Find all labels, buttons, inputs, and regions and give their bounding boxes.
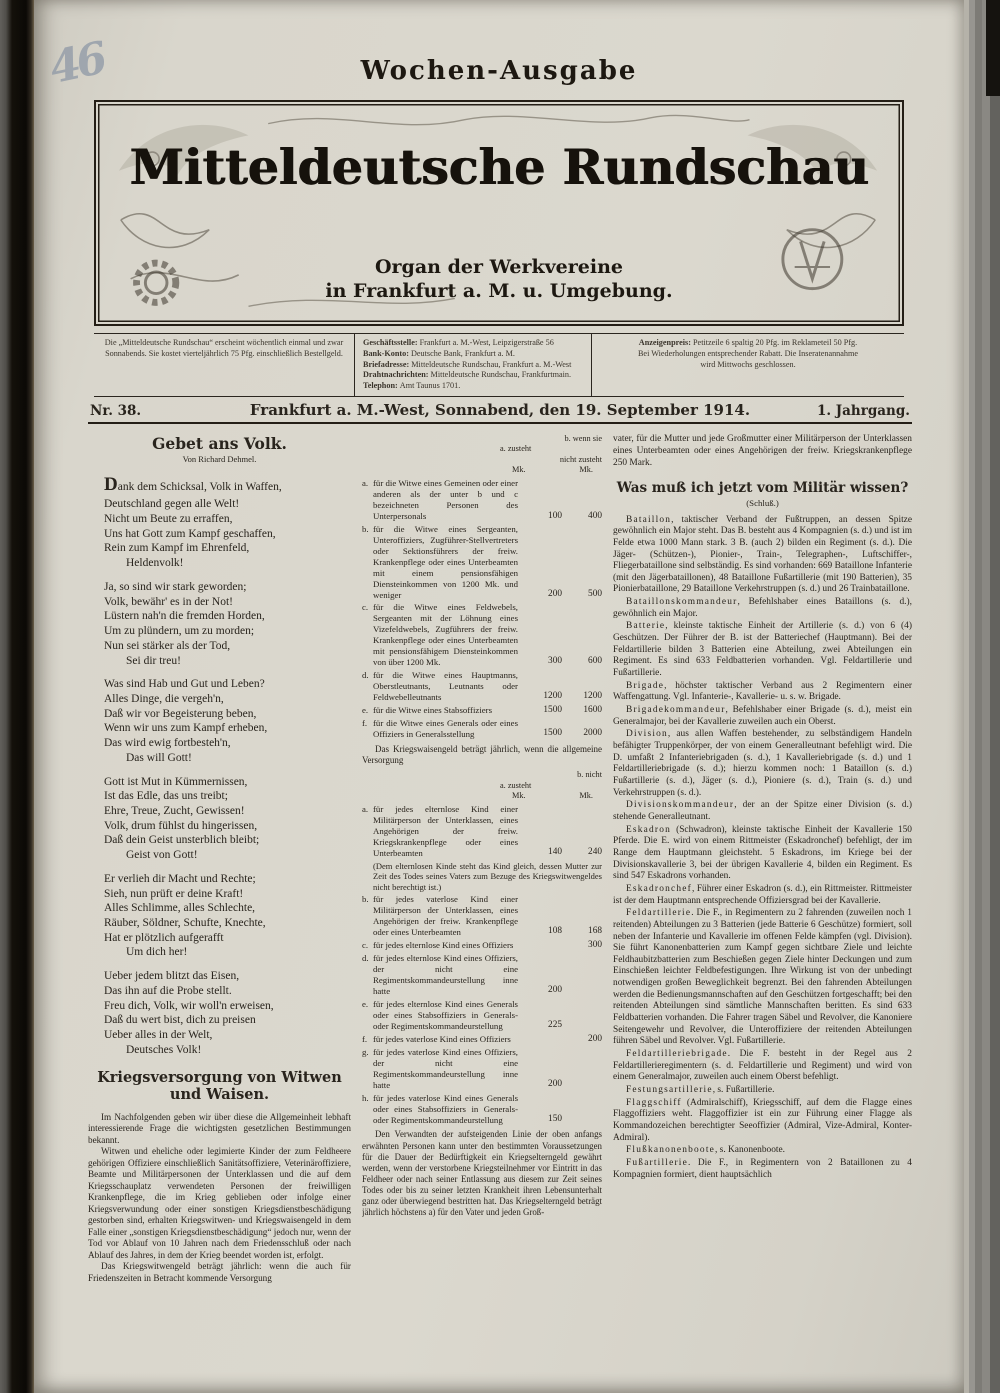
pension-item [362, 894, 602, 938]
header-line: b. nicht [577, 770, 602, 780]
pension-item-text: für die Witwe eines Stabsoffiziers [373, 704, 493, 715]
dateline [88, 398, 912, 424]
poem-stanza [104, 580, 351, 668]
handwritten-page-number: 46 [45, 33, 108, 94]
imprint-box [94, 333, 904, 397]
pension-amount-not-entitled: 300 [588, 939, 602, 950]
pension-item [362, 602, 602, 667]
header-line: nicht zusteht [559, 454, 602, 464]
pension-item [362, 718, 602, 740]
pension-item-key: f. [362, 1033, 368, 1044]
poem-line: Heldenvolk! [126, 557, 184, 570]
definition-paragraph: Fußartillerie. Die F., in Regimentern von 2 Bataillonen zu 4 Kompagnien formiert, dient hauptsächlich [613, 1157, 912, 1180]
pension-item-text: für die Witwe eines Generals oder eines Offiziers in Generalsstellung [373, 718, 518, 739]
definition-term: Eskadron [626, 824, 672, 835]
pension-amount-entitled: 225 [548, 1020, 562, 1031]
imprint-line-label: Geschäftsstelle: [363, 338, 420, 347]
poem-line: Hat er plötzlich aufgerafft [104, 931, 224, 944]
imprint-line-label: Briefadresse: [363, 359, 412, 369]
poem-line: Alles Dinge, die vergeh'n, [104, 692, 224, 705]
pension-item-text: für die Witwe eines Hauptmanns, Oberstleutnants, Leutnants oder Feldwebelleutnants [373, 669, 518, 702]
poem-title: Gebet ans Volk. [152, 434, 287, 453]
poem-stanza [104, 969, 351, 1057]
poem-line: Daß wir vor Begeisterung beben, [104, 707, 257, 720]
poem-line: Uns hat Gott zum Kampf geschaffen, [104, 527, 276, 540]
poem-line: Deutsches Volk! [126, 1043, 202, 1056]
header-units [496, 465, 602, 475]
pension-item [362, 524, 602, 600]
definition-term: Brigadekommandeur [626, 705, 726, 716]
masthead-subtitle-line-1: Organ der Werkvereine [375, 255, 623, 278]
masthead-frame [94, 100, 904, 326]
unit-label: Mk. [512, 791, 526, 801]
orphan-table-header [496, 770, 602, 801]
pension-item-text: für jedes elternlose Kind eines Offiziers [373, 939, 514, 950]
book-binding [0, 0, 34, 1393]
masthead-subtitle [96, 255, 902, 304]
imprint-line: Briefadresse: Mitteldeutsche Rundschau, Frankfurt a. M.-West [363, 359, 572, 369]
military-article-subtitle: (Schluß.) [746, 497, 779, 508]
pension-item-text: für jedes vaterlose Kind einer Militärperson der Unterklassen, eines Angehörigen der freiw. Krankenpflege oder eines Unterbeamten [373, 894, 518, 937]
imprint-office-info [354, 334, 592, 396]
pension-amount-not-entitled: 500 [588, 588, 602, 599]
pension-amount-entitled: 300 [548, 656, 562, 667]
pension-item [362, 953, 602, 997]
imprint-line-label: Telephon: [363, 381, 400, 391]
pension-item-key: c. [362, 939, 369, 950]
definition-paragraph: Division, aus allen Waffen bestehender, zu selbständigem Handeln befähigter Truppenkörper, der von einem Generalleutnant befehligt wird. Die D. umfaßt 2 Infanteriebrigaden (s. d.), 1 Kavalleriebrigade (s. d.) und 1 Feldartilleriebrigade (s. d.); hierzu kommen noch: 1 Bataillon (s. d.) Fußartillerie (s. d.), Jäger (s. d.), Pioniere (s. d.), Train (s. d.) und Verkehrstruppen (s. d.). [613, 729, 912, 798]
newspaper-page [34, 0, 964, 1393]
poem-line: Dank dem Schicksal, Volk in Waffen, [104, 474, 282, 495]
orphan-intro: Das Kriegswaisengeld beträgt jährlich, wenn die allgemeine Versorgung [362, 743, 602, 766]
poem-line: Daß du wert bist, dich zu preisen [104, 1014, 256, 1027]
definition-paragraph: Feldartilleriebrigade. Die F. besteht in der Regel aus 2 Feldartillerieregimentern (s. d. Feldartillerie und Regiment) und wird von einem Generalmajor, zuweilen auch einem Oberst befehligt. [613, 1049, 912, 1083]
pension-item [362, 1093, 602, 1126]
poem-line: Um dich her! [126, 946, 188, 959]
pension-item-key: c. [362, 602, 369, 613]
poem-stanza [104, 775, 351, 863]
pension-item-text: für die Witwe eines Sergeanten, Unteroffiziers, Zugführer-Stellvertreters oder Sektionsführers der freiw. Krankenpflege oder eines Unterbeamten mit einem pensionsfähigen Diensteinkommen von 1200 Mk. und weniger [373, 524, 518, 600]
poem-line: Lüstern nah'n die fremden Horden, [104, 610, 265, 623]
poem-line: Räuber, Söldner, Schufte, Knechte, [104, 917, 266, 929]
pension-item-key: a. [362, 804, 369, 815]
definition-term: Bataillonskommandeur [626, 597, 738, 608]
poem-line: Um zu plündern, um zu morden; [104, 625, 255, 638]
poem-line: Ueber alles in der Welt, [104, 1029, 213, 1042]
pension-amount-not-entitled: 600 [588, 656, 602, 667]
header-line: a. zusteht [500, 780, 532, 790]
poem [88, 473, 351, 1057]
pension-amount-not-entitled: 1200 [583, 691, 602, 702]
pension-item-key: g. [362, 1047, 369, 1058]
poem-stanza [104, 473, 351, 571]
imprint-line: Drahtnachrichten: Mitteldeutsche Rundschau, Frankfurtmain. [363, 370, 572, 380]
column-1 [88, 434, 351, 1334]
definition-term: Fußartillerie [626, 1157, 688, 1168]
widows-paragraphs [88, 1112, 351, 1285]
poem-line: Volk, drum fühlst du hingerissen, [104, 819, 258, 832]
military-article-title: Was muß ich jetzt vom Militär wissen? [616, 479, 909, 496]
poem-line: Ehre, Treue, Zucht, Gewissen! [104, 804, 245, 817]
volume-label: 1. Jahrgang. [817, 403, 910, 419]
definition-paragraph: Eskadronchef, Führer einer Eskadron (s. d.), ein Rittmeister. Rittmeister ist der dem Hauptmann entsprechende Offiziersgrad bei der Kavallerie. [613, 883, 912, 906]
definition-paragraph: Bataillon, taktischer Verband der Fußtruppen, an dessen Spitze gewöhnlich ein Major steht. Das B. besteht aus 4 Kompagnien (s. d.) und ist im Felde etwa 1000 Mann stark. 3 B. (auch 2) bilden ein Regiment (s. d.). Die Jäger- (Schützen-), Pionier-, Train-, Telegraphen-, Luftschiffer-, Fliegerbataillone sind selbständig. Es sind vorhanden: 669 Bataillone Infanterie (mit den Jägerbataillonen), 48 Bataillone Fußartillerie (mit 190 Batterien), 35 Pionierbataillone, 29 Bataillone Verkehrstruppen (s. d.) und 26 Trainbataillone. [613, 514, 912, 595]
imprint-subscription-info: Die „Mitteldeutsche Rundschau“ erscheint wöchentlich einmal und zwar Sonnabends. Sie kostet vierteljährlich 75 Pfg. einschließlich Bestellgeld. [104, 338, 344, 358]
unit-label: Mk. [579, 791, 593, 801]
pension-amount-entitled: 200 [548, 1079, 562, 1090]
page-stack-edge [964, 0, 1000, 1393]
definition-term: Flußkanonenboote [626, 1145, 715, 1156]
pension-amount-entitled: 200 [548, 588, 562, 599]
pension-closing-paragraph: Den Verwandten der aufsteigenden Linie der oben anfangs erwähnten Personen kann unter den bestimmten Voraussetzungen für die Dauer der Bedürftigkeit ein Kriegselterngeld gewährt werden, wenn der verstorbene Kriegsteilnehmer vor Eintritt in das Feldheer oder nach seiner Entlassung aus diesem zur Zeit seines Todes oder bis zu seiner letzten Krankheit ihren Lebensunterhalt ganz oder überwiegend bestritten hat. Das Kriegselterngeld beträgt jährlich höchstens a) für den Vater und jeden Groß- [362, 1129, 602, 1218]
pension-item [362, 999, 602, 1032]
definition-term: Festungsartillerie [626, 1085, 713, 1096]
definition-paragraph: Festungsartillerie, s. Fußartillerie. [626, 1085, 775, 1096]
pension-amount-entitled: 140 [548, 847, 562, 858]
poem-byline: Von Richard Dehmel. [182, 454, 257, 464]
imprint-line: wird Mittwochs geschlossen. [700, 359, 796, 369]
pension-item-text: für jedes vaterlose Kind eines Offiziers [373, 1033, 511, 1044]
pension-item-text: für jedes elternlose Kind eines Generals oder eines Stabsoffiziers in Generals- oder Regimentskommandeurstellung [373, 998, 518, 1031]
definition-paragraph: Brigadekommandeur, Befehlshaber einer Brigade (s. d.), meist ein Generalmajor, bei der Kavallerie zuweilen auch ein Oberst. [613, 705, 912, 727]
continuation-paragraph: vater, für die Mutter und jede Großmutter einer Militärperson der Unterklassen eines Unterbeamten oder eines Angehörigen der freiw. Kriegskrankenpflege 250 Mark. [613, 434, 912, 468]
unit-label: Mk. [579, 465, 593, 475]
poem-stanza [104, 872, 351, 960]
header-line: b. wenn sie [564, 434, 602, 443]
poem-line: Daß dein Geist unsterblich bleibt; [104, 834, 260, 847]
masthead-subtitle-line-2: in Frankfurt a. M. u. Umgebung. [325, 280, 673, 303]
poem-stanza [104, 677, 351, 765]
definition-term: Flaggschiff [626, 1097, 682, 1108]
pension-amount-not-entitled: 168 [588, 926, 602, 937]
definition-term: Brigade [626, 680, 665, 691]
poem-line: Ueber jedem blitzt das Eisen, [104, 970, 240, 983]
poem-line: Ist das Edle, das uns treibt; [104, 790, 228, 803]
pension-amount-not-entitled: 200 [588, 1033, 602, 1044]
poem-line: Sieh, nun prüft er deine Kraft! [104, 887, 244, 900]
pension-item-key: e. [362, 998, 369, 1009]
imprint-line: Bei Wiederholungen entsprechender Rabatt. Die Inseratenannahme [637, 348, 859, 358]
header-line: a. zusteht [500, 444, 532, 454]
masthead-title: Mitteldeutsche Rundschau [129, 138, 869, 196]
definition-term: Divisionskommandeur [626, 800, 735, 811]
definition-paragraph: Divisionskommandeur, der an der Spitze einer Division (s. d.) stehende Generalleutnant. [613, 800, 912, 822]
pension-amount-not-entitled: 240 [588, 847, 602, 858]
paragraph: Im Nachfolgenden geben wir über diese die Allgemeinheit lebhaft interessierende Frage die wichtigsten gesetzlichen Bestimmungen bekannt. [88, 1111, 351, 1145]
pension-item-note: (Dem elternlosen Kinde steht das Kind gleich, dessen Mutter zur Zeit des Todes seines Vaters zum Bezuge des Kriegswitwengeldes nicht berechtigt ist.) [373, 861, 602, 892]
definition-paragraph: Brigade, höchster taktischer Verband aus 2 Regimentern einer Waffengattung. Vgl. Infanterie-, Kavallerie- u. s. w. Brigade. [613, 680, 912, 703]
pension-item-text: für jedes elternlose Kind einer Militärperson der Unterklassen, eines Angehörigen der freiw. Kriegskrankenpflege oder eines Unterbeamten [373, 804, 518, 859]
pension-amount-entitled: 108 [548, 926, 562, 937]
pension-item-text: für jedes vaterlose Kind eines Offiziers, der nicht eine Regimentskommandeurstellung inne hatte [373, 1047, 518, 1090]
pension-amount-entitled: 1500 [543, 728, 562, 739]
pension-item [362, 1047, 602, 1091]
imprint-line: Anzeigenpreis: Petitzeile 6 spaltig 20 Pfg. im Reklameteil 50 Pfg. [638, 338, 858, 347]
poem-line: Er verlieh dir Macht und Rechte; [104, 872, 256, 885]
pension-item [362, 478, 602, 522]
poem-line: Geist von Gott! [126, 849, 198, 862]
paragraph: Das Kriegswitwengeld beträgt jährlich: wenn die auch für Friedenszeiten in Betracht kommende Versorgung [88, 1261, 351, 1283]
pension-item-text: für jedes elternlose Kind eines Offiziers, der nicht eine Regimentskommandeurstellung inne hatte [373, 953, 518, 996]
poem-line: Das will Gott! [126, 751, 192, 764]
poem-line: Wenn wir uns zum Kampf erheben, [104, 722, 268, 735]
pension-item-key: d. [362, 669, 369, 680]
orphan-items [362, 804, 602, 1125]
pension-amount-not-entitled: 2000 [583, 728, 602, 739]
definition-term: Division [626, 729, 668, 740]
definition-paragraph: Flußkanonenboote, s. Kanonenboote. [626, 1145, 786, 1156]
dateline-date: Frankfurt a. M.-West, Sonnabend, den 19. September 1914. [249, 401, 751, 419]
pension-amount-not-entitled: 1600 [583, 704, 602, 715]
definition-paragraph: Flaggschiff (Admiralschiff), Kriegsschiff, auf dem die Flagge eines Flaggoffiziers weht. Flaggoffizier ist ein zur Führung einer Flagge als Kommandozeichen berechtigter Seeoffizier (Admiral, Vize-Admiral, Konter-Admiral). [613, 1097, 912, 1143]
definition-paragraph: Feldartillerie. Die F., in Regimentern zu 2 fahrenden (zuweilen noch 1 reitenden) Abteilungen zu 3 Batterien (jede Batterie 6 Geschütze) formiert, soll neben der Infanterie und Kavallerie im offenen Felde kämpfen (vgl. Division). Sie führt Kanonenbatterien zum Kampf gegen sichtbare Ziele und leichte Feldhaubitzbatterien zum Beschießen gegen Ziele hinter Deckungen und zum Einschießen leichter Feldbefestigungen. Ihre Wirkung ist von der unbedingt notwendigen großen Beweglichkeit begrenzt. Bei den fahrenden Abteilungen werden die Bedienungsmannschaften auf den Geschützen fortgeschafft; bei den reitenden Abteilungen sind sämtliche Mannschaften beritten. Es sind 633 Feldbatterien vorhanden. Die Fahrer tragen Säbel und Revolver, die Kanoniere Seitengewehr und Revolver, die Unteroffiziere der reitenden Abteilungen führen Säbel und Revolver. Vgl. Fußartillerie. [613, 908, 912, 1047]
pension-item [362, 940, 602, 952]
page-edge-shadow [986, 0, 1000, 96]
pension-amount-entitled: 1500 [543, 704, 562, 715]
pension-item-text: für jedes vaterlose Kind eines Generals oder eines Stabsoffiziers in Generals- oder Regimentskommandeurstellung [373, 1092, 518, 1125]
poem-line: Das ihn auf die Probe stellt. [104, 984, 232, 997]
pension-item-key: a. [362, 478, 369, 489]
pension-item-text: für die Witwe eines Feldwebels, Sergeanten mit der Löhnung eines Vizefeldwebels, Zugführers der freiw. Krankenpflege oder eines Unterbeamten mit pensionsfähigem Diensteinkommen von über 1200 Mk. [373, 602, 518, 667]
poem-line: Deutschland gegen alle Welt! [104, 498, 240, 511]
imprint-line-label: Drahtnachrichten: [363, 370, 431, 380]
imprint-line-label: Anzeigenpreis: [638, 338, 693, 347]
pension-amount-not-entitled: 400 [588, 510, 602, 521]
issue-number: Nr. 38. [90, 403, 142, 419]
pension-item [362, 804, 602, 859]
body-columns [88, 434, 912, 1334]
pension-item-key: b. [362, 894, 369, 905]
unit-label: Mk. [512, 465, 526, 475]
definition-paragraph: Eskadron (Schwadron), kleinste taktische Einheit der Kavallerie 150 Pferde. Die E. wird von einem Rittmeister (Eskadronchef) befehligt, der im Range dem Hauptmann gleichsteht. 5 Eskadrons, im Kriege bei der Divisionskavallerie 3, bei der übrigen Kavallerie 4, bilden ein Regiment. Es sind 547 Eskadrons vorhanden. [613, 824, 912, 882]
definition-term: Batterie [626, 621, 666, 632]
pension-item [362, 705, 602, 717]
poem-line: Alles Schlimme, alles Schlechte, [104, 902, 256, 915]
poem-line: Sei dir treu! [126, 654, 181, 667]
widow-table-header [496, 434, 602, 475]
pension-item-key: b. [362, 524, 369, 535]
military-entries [613, 515, 912, 1182]
pension-amount-entitled: 100 [548, 510, 562, 521]
poem-line: Nun sei stärker als der Tod, [104, 639, 231, 652]
poem-line: Freu dich, Volk, wir woll'n erweisen, [104, 999, 274, 1012]
poem-line: Ja, so sind wir stark geworden; [104, 580, 247, 593]
definition-term: Eskadronchef [626, 883, 692, 894]
poem-line: Nicht um Beute zu erraffen, [104, 513, 233, 526]
edition-label: Wochen-Ausgabe [360, 56, 638, 86]
widows-article-title: Kriegsversorgung von Witwen und Waisen. [97, 1069, 342, 1104]
header-units [496, 791, 602, 801]
poem-line: Was sind Hab und Gut und Leben? [104, 678, 265, 691]
pension-item [362, 670, 602, 703]
pension-item [362, 1034, 602, 1046]
imprint-line: Geschäftsstelle: Frankfurt a. M.-West, Leipzigerstraße 56 [363, 338, 554, 347]
poem-line: Volk, bewähr' es in der Not! [104, 595, 233, 608]
pension-amount-entitled: 1200 [543, 691, 562, 702]
definition-term: Feldartilleriebrigade [626, 1049, 728, 1060]
poem-line: Rein zum Kampf im Ehrenfeld, [104, 542, 250, 555]
definition-term: Feldartillerie [626, 908, 692, 919]
imprint-ad-rates [592, 334, 904, 396]
pension-amount-entitled: 200 [548, 985, 562, 996]
imprint-line: Bank-Konto: Deutsche Bank, Frankfurt a. M. [363, 348, 515, 358]
pension-amount-entitled: 150 [548, 1113, 562, 1124]
pension-item-key: e. [362, 704, 369, 715]
pension-item-key: d. [362, 953, 369, 964]
pension-item-text: für die Witwe eines Gemeinen oder einer anderen als der unter b und c bezeichneten Personen des Unterpersonals [373, 478, 518, 522]
pension-item-key: h. [362, 1092, 369, 1103]
pension-item-key: f. [362, 718, 368, 729]
poem-line: Gott ist Mut in Kümmernissen, [104, 775, 248, 788]
paragraph: Witwen und eheliche oder legimierte Kinder der zum Feldheere gehörigen Offiziere einschließlich Sanitätsoffiziere, Veterinäroffiziere, Beamte und Militärpersonen der Unterklassen und die auf dem Kriegsschauplatz verwendeten Personen der freiwilligen Krankenpflege, die im Krieg geblieben oder infolge einer Kriegsverwundung oder einer sonstigen Kriegsdienstbeschädigung gestorben sind, erhalten Kriegswitwen- und Kriegswaisengeld in dem Falle einer „sonstigen Kriegsdienstbeschädigung“ jedoch nur, wenn der Tod vor Ablauf von 10 Jahren nach dem Friedensschluß oder nach Ablauf des Jahres, in dem der Krieg beendet worden ist, erfolgt. [88, 1146, 351, 1260]
definition-paragraph: Bataillonskommandeur, Befehlshaber eines Bataillons (s. d.), gewöhnlich ein Major. [613, 597, 912, 619]
definition-paragraph: Batterie, kleinste taktische Einheit der Artillerie (s. d.) von 6 (4) Geschützen. Der Führer der B. ist der Batteriechef (Hauptmann). Bei der Feldartillerie bilden 3 Batterien eine Abteilung, zwei Abteilungen ein Regiment. Es sind 633 Feldbatterien vorhanden. Vgl. Feldartillerie und Fußartillerie. [613, 621, 912, 679]
column-2 [362, 434, 602, 1334]
column-3 [613, 434, 912, 1334]
definition-term: Bataillon [626, 514, 672, 525]
imprint-line-label: Bank-Konto: [363, 348, 411, 358]
imprint-line: Telephon: Amt Taunus 1701. [363, 381, 461, 391]
widow-items [362, 478, 602, 739]
poem-line: Das wird ewig fortbesteh'n, [104, 737, 231, 750]
